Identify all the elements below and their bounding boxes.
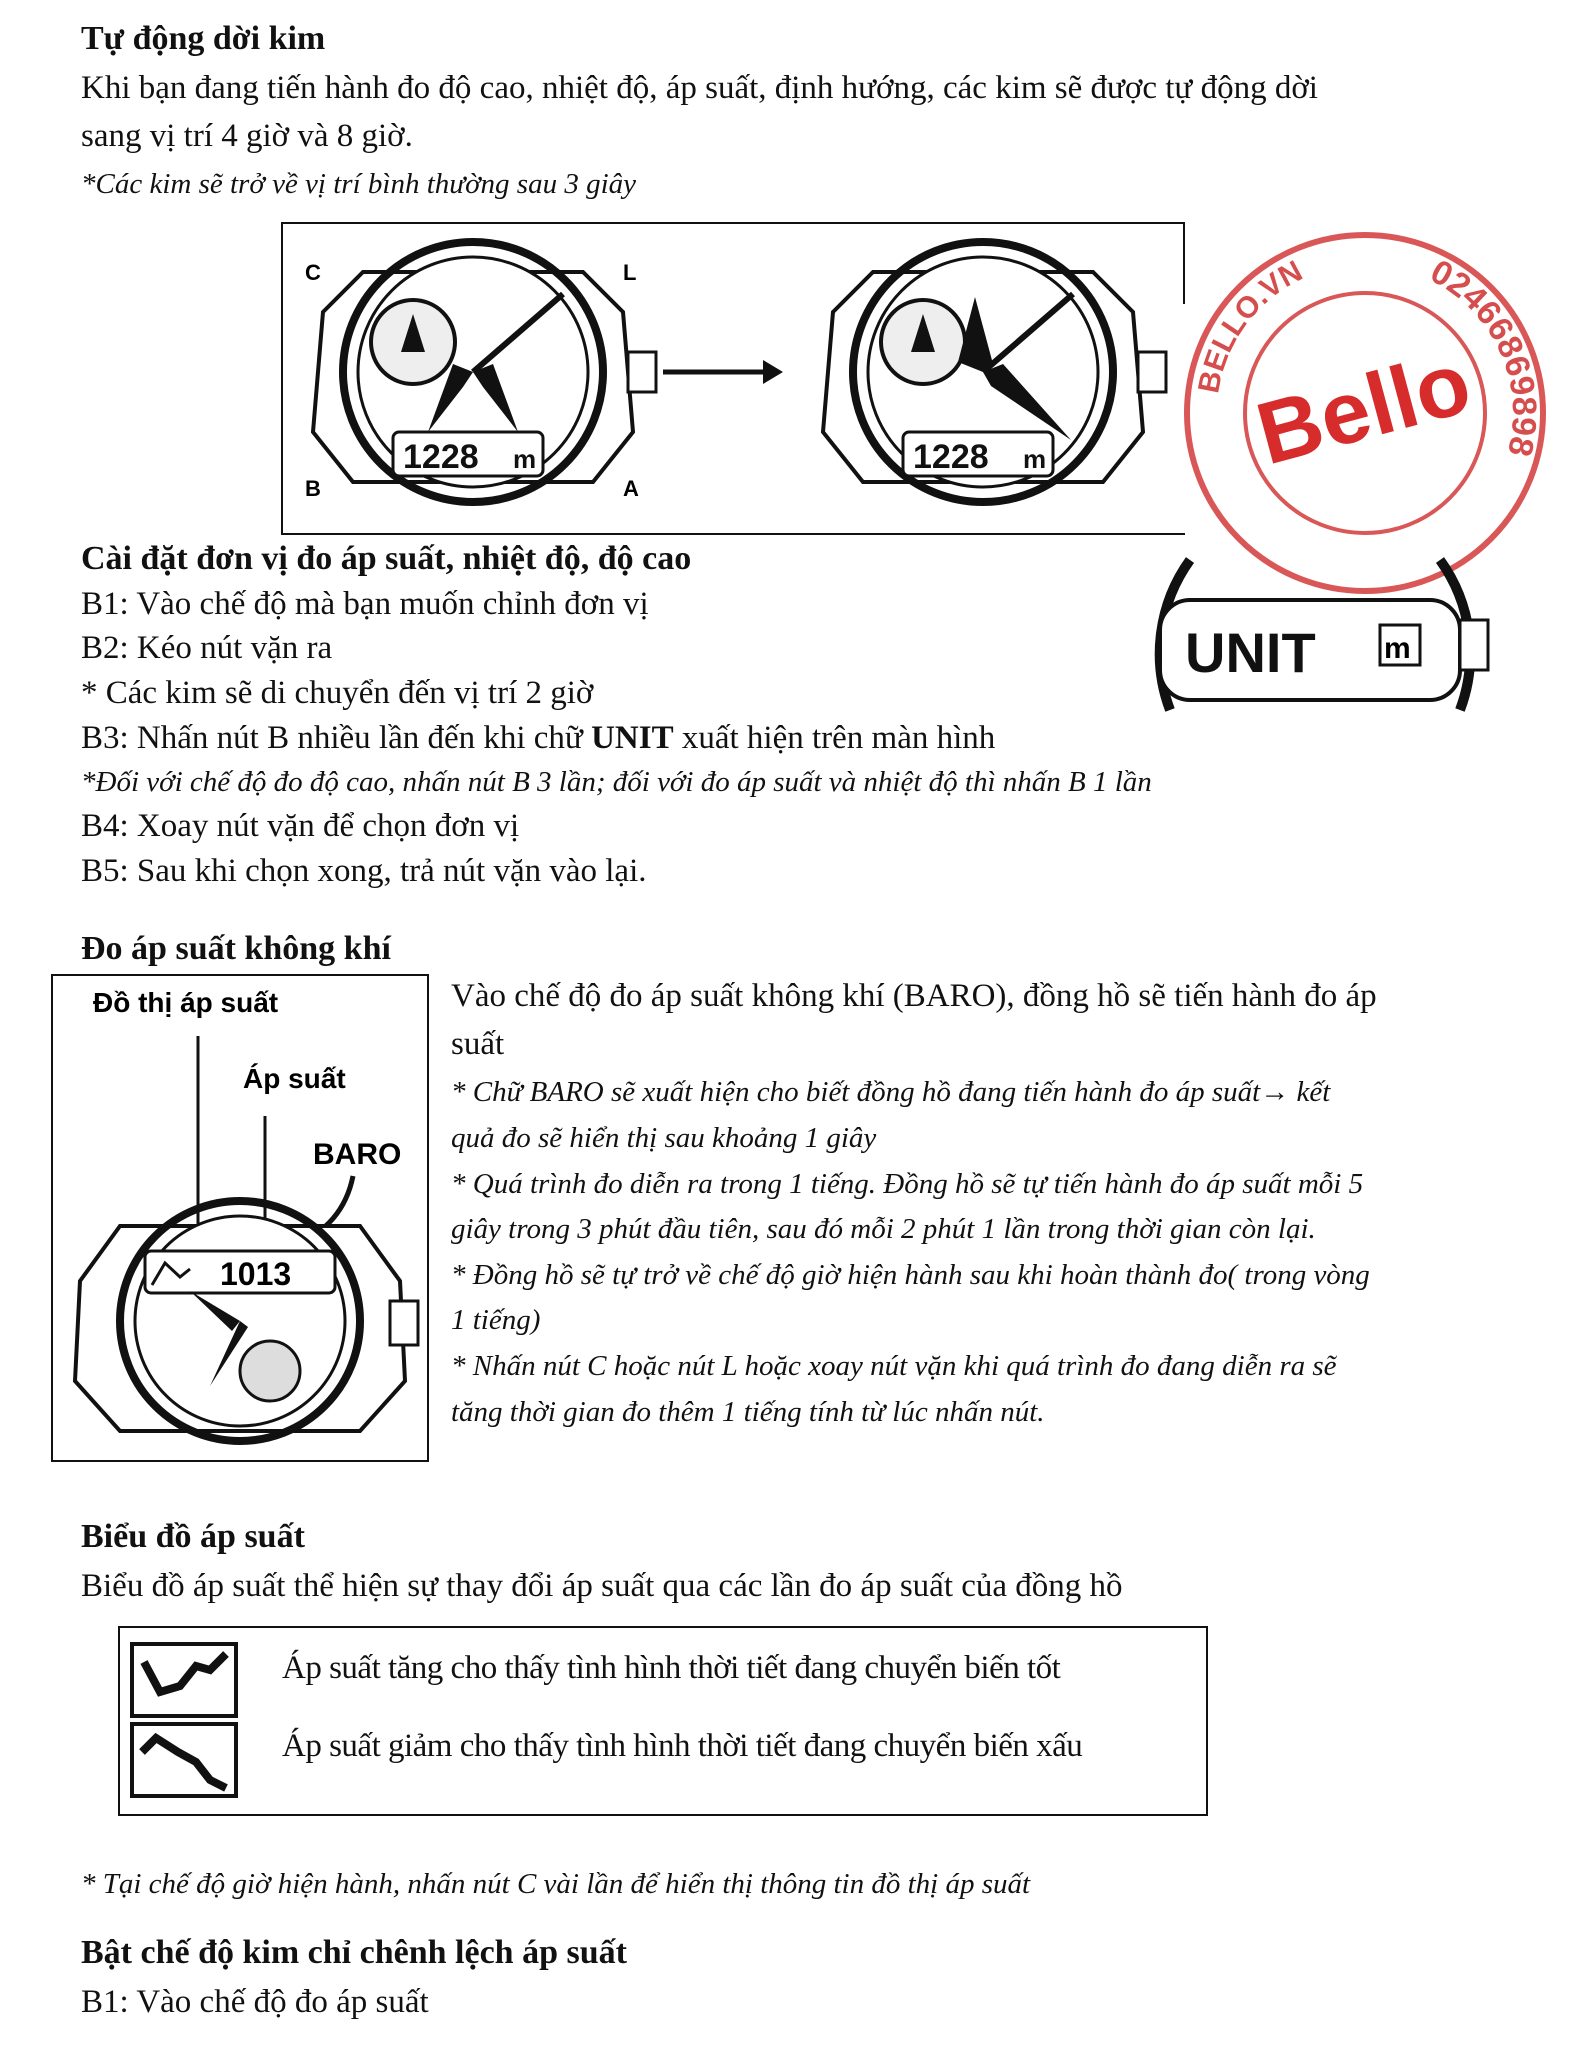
label-pressure: Áp suất bbox=[243, 1063, 346, 1094]
baro-note-line: tăng thời gian đo thêm 1 tiếng tính từ lúc nhấn nút. bbox=[451, 1396, 1045, 1428]
baro-note-line: giây trong 3 phút đầu tiên, sau đó mỗi 2 phút 1 lần trong thời gian còn lại. bbox=[451, 1213, 1316, 1245]
section-title-auto-hand-shift: Tự động dời kim bbox=[81, 20, 326, 57]
arrow-icon bbox=[663, 360, 783, 384]
label-pressure-graph: Đồ thị áp suất bbox=[93, 987, 279, 1018]
baro-note-line: * Quá trình đo diễn ra trong 1 tiếng. Đồng hồ sẽ tự tiến hành đo áp suất mỗi 5 bbox=[451, 1168, 1364, 1200]
trend-row-rising: Áp suất tăng cho thấy tình hình thời tiết đang chuyển biến tốt bbox=[282, 1650, 1061, 1686]
display-digits: 1228 bbox=[913, 438, 989, 476]
stamp-phone: 02466869898 bbox=[1424, 252, 1544, 460]
step-b1: B1: Vào chế độ mà bạn muốn chỉnh đơn vị bbox=[81, 586, 649, 622]
baro-para-line: suất bbox=[451, 1026, 505, 1062]
watch-after bbox=[823, 242, 1166, 502]
pressure-chart-note: * Tại chế độ giờ hiện hành, nhấn nút C vài lần để hiển thị thông tin đồ thị áp suất bbox=[81, 1868, 1031, 1900]
button-l-label: L bbox=[623, 260, 637, 285]
baro-note-line: quả đo sẽ hiển thị sau khoảng 1 giây bbox=[451, 1122, 877, 1154]
right-arrow-icon: → bbox=[1260, 1076, 1290, 1108]
button-a-label: A bbox=[623, 476, 639, 501]
stamp-site: BELLO.VN bbox=[1192, 254, 1308, 396]
section-title-pressure-chart: Biểu đồ áp suất bbox=[81, 1518, 305, 1555]
section-title-pressure-diff: Bật chế độ kim chỉ chênh lệch áp suất bbox=[81, 1934, 627, 1971]
note-press-b: *Đối với chế độ đo độ cao, nhấn nút B 3 lần; đối với đo áp suất và nhiệt độ thì nhấn B 1 lần bbox=[81, 766, 1152, 798]
baro-figure bbox=[51, 974, 429, 1462]
pressure-diff-step-b1: B1: Vào chế độ đo áp suất bbox=[81, 1984, 429, 2020]
pressure-trend-table bbox=[118, 1626, 1208, 1816]
trend-row-falling: Áp suất giảm cho thấy tình hình thời tiết đang chuyển biến xấu bbox=[282, 1728, 1083, 1764]
button-c-label: C bbox=[305, 260, 321, 285]
button-b-label: B bbox=[305, 476, 321, 501]
step-b4: B4: Xoay nút vặn để chọn đơn vị bbox=[81, 808, 520, 844]
stamp-brand: Bello bbox=[1246, 332, 1481, 484]
note-hands-2oclock: * Các kim sẽ di chuyển đến vị trí 2 giờ bbox=[81, 675, 594, 711]
section-title-baro: Đo áp suất không khí bbox=[81, 930, 391, 967]
paragraph-line: sang vị trí 4 giờ và 8 giờ. bbox=[81, 118, 413, 154]
label-baro: BARO bbox=[313, 1138, 402, 1171]
baro-display: 1013 bbox=[220, 1256, 292, 1292]
step-b5: B5: Sau khi chọn xong, trả nút vặn vào lại. bbox=[81, 853, 647, 889]
baro-note-line: * Nhấn nút C hoặc nút L hoặc xoay nút vặn khi quá trình đo đang diễn ra sẽ bbox=[451, 1350, 1337, 1382]
display-digits: 1228 bbox=[403, 438, 479, 476]
paragraph-line: Khi bạn đang tiến hành đo độ cao, nhiệt độ, áp suất, định hướng, các kim sẽ được tự động dời bbox=[81, 70, 1318, 106]
display-unit: m bbox=[1023, 444, 1047, 474]
baro-note-line: 1 tiếng) bbox=[451, 1304, 541, 1336]
unit-display-figure bbox=[1130, 530, 1510, 740]
baro-para-line: Vào chế độ đo áp suất không khí (BARO), đồng hồ sẽ tiến hành đo áp bbox=[451, 978, 1377, 1014]
unit-m: m bbox=[1384, 632, 1411, 665]
display-unit: m bbox=[513, 444, 537, 474]
trend-icons bbox=[130, 1642, 240, 1802]
step-b3: B3: Nhấn nút B nhiều lần đến khi chữ UNIT xuất hiện trên màn hình bbox=[81, 720, 996, 756]
note-line: *Các kim sẽ trở về vị trí bình thường sau 3 giây bbox=[81, 168, 637, 200]
step-b2: B2: Kéo nút vặn ra bbox=[81, 630, 333, 666]
unit-text: UNIT bbox=[1185, 621, 1316, 684]
baro-note-line: * Đồng hồ sẽ tự trở về chế độ giờ hiện hành sau khi hoàn thành đo( trong vòng bbox=[451, 1259, 1370, 1291]
baro-note-line: * Chữ BARO sẽ xuất hiện cho biết đồng hồ đang tiến hành đo áp suất→ kết bbox=[451, 1076, 1331, 1108]
watch-before bbox=[305, 242, 656, 502]
hand-shift-figure bbox=[281, 222, 1185, 535]
section-title-unit-setting: Cài đặt đơn vị đo áp suất, nhiệt độ, độ cao bbox=[81, 540, 692, 577]
pressure-chart-desc: Biểu đồ áp suất thể hiện sự thay đổi áp suất qua các lần đo áp suất của đồng hồ bbox=[81, 1568, 1123, 1604]
